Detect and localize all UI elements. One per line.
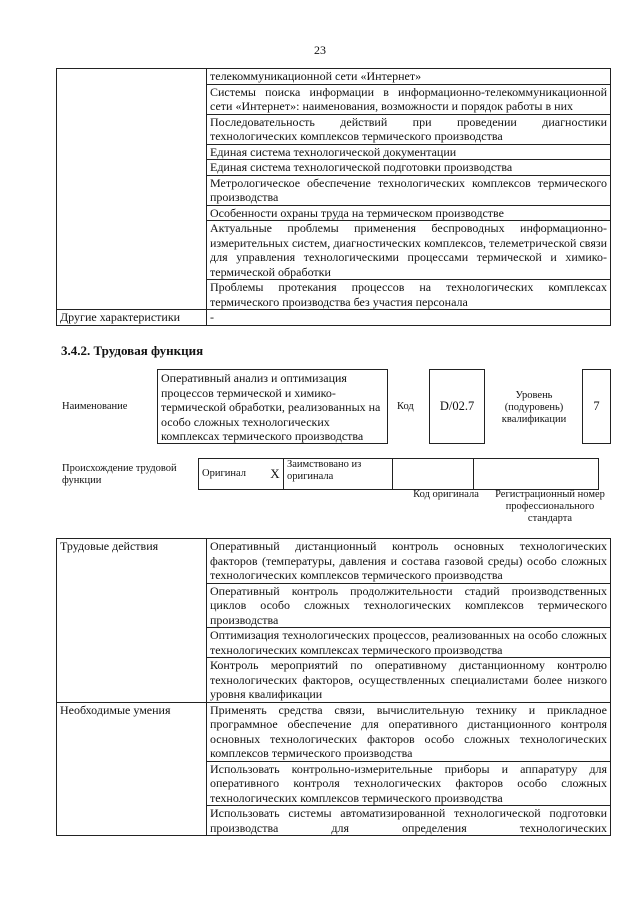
section-title: 3.4.2. Трудовая функция	[61, 343, 204, 358]
table-row	[57, 310, 611, 326]
actions-table	[56, 538, 611, 836]
table-cell: Использовать системы автоматизированной технологической подготовки производства для определения технологических	[207, 806, 611, 836]
table-cell: Последовательность действий при проведении диагностики технологических комплексов термического производства	[207, 114, 611, 144]
table-row	[199, 459, 599, 490]
knowledge-table	[56, 68, 611, 326]
table-cell: телекоммуникационной сети «Интернет»	[207, 69, 611, 85]
table-cell: Особенности охраны труда на термическом производстве	[207, 205, 611, 221]
table-cell: Актуальные проблемы применения беспроводных информационно-измерительных систем, диагностических комплексов, телеметрической связи для управления технологическими процессами термической и химико-термической обработки	[207, 221, 611, 280]
table-row	[57, 69, 611, 85]
original-mark: X	[267, 459, 284, 490]
table-cell: Единая система технологической документации	[207, 144, 611, 160]
table-cell: Оперативный контроль продолжительности стадий производственных циклов особо сложных технологических комплексов термического производства	[207, 583, 611, 628]
function-name-box: Оперативный анализ и оптимизация процессов термической и химико-термической обработки, реализованных на особо сложных технологических комплексах термического производства	[157, 369, 388, 444]
table-cell: Применять средства связи, вычислительную технику и прикладное программное обеспечение для оперативного дистанционного контроля основных технологических факторов особо сложных технологических комплексов термического производства	[207, 702, 611, 761]
table-label-cell	[57, 69, 207, 310]
actions-label: Трудовые действия	[57, 539, 207, 703]
original-cell: Оригинал	[199, 459, 268, 490]
origin-table	[198, 458, 599, 490]
table-cell: Контроль мероприятий по оперативному дистанционному контролю технологических факторов, осуществленных специалистами более низкого уровня квалификации	[207, 658, 611, 703]
origin-label: Происхождение трудовой функции	[62, 463, 177, 486]
borrowed-cell: Заимствовано из оригинала	[284, 459, 393, 490]
table-cell: Проблемы протекания процессов на технологических комплексах термического производства без участия персонала	[207, 280, 611, 310]
name-label: Наименование	[62, 401, 128, 412]
table-cell: Оптимизация технологических процессов, реализованных на особо сложных технологических комплексах термического производства	[207, 628, 611, 658]
skills-label: Необходимые умения	[57, 702, 207, 836]
reg-number-label: Регистрационный номер профессионального стандарта	[495, 489, 605, 524]
table-row	[57, 539, 611, 584]
page-number: 23	[314, 43, 326, 57]
code-label: Код	[397, 401, 414, 412]
table-cell: Системы поиска информации в информационно-телекоммуникационной сети «Интернет»: наименования, возможности и порядок работы в них	[207, 84, 611, 114]
function-code-box: D/02.7	[429, 369, 485, 444]
other-characteristics-value: -	[207, 310, 611, 326]
table-cell: Единая система технологической подготовки производства	[207, 160, 611, 176]
other-characteristics-label: Другие характеристики	[57, 310, 207, 326]
level-label: Уровень (подуровень) квалификации	[501, 390, 567, 425]
table-cell: Использовать контрольно-измерительные приборы и аппаратуру для оперативного контроля технологических факторов особо сложных технологических комплексов термического производства	[207, 761, 611, 806]
level-box: 7	[582, 369, 611, 444]
table-cell: Оперативный дистанционный контроль основных технологических факторов (температуры, давления и состава газовой среды) особо сложных технологических комплексов термического производства	[207, 539, 611, 584]
reg-number-cell	[474, 459, 599, 490]
table-row	[57, 702, 611, 761]
code-original-label: Код оригинала	[413, 489, 479, 500]
table-cell: Метрологическое обеспечение технологических комплексов термического производства	[207, 175, 611, 205]
code-original-cell	[393, 459, 474, 490]
